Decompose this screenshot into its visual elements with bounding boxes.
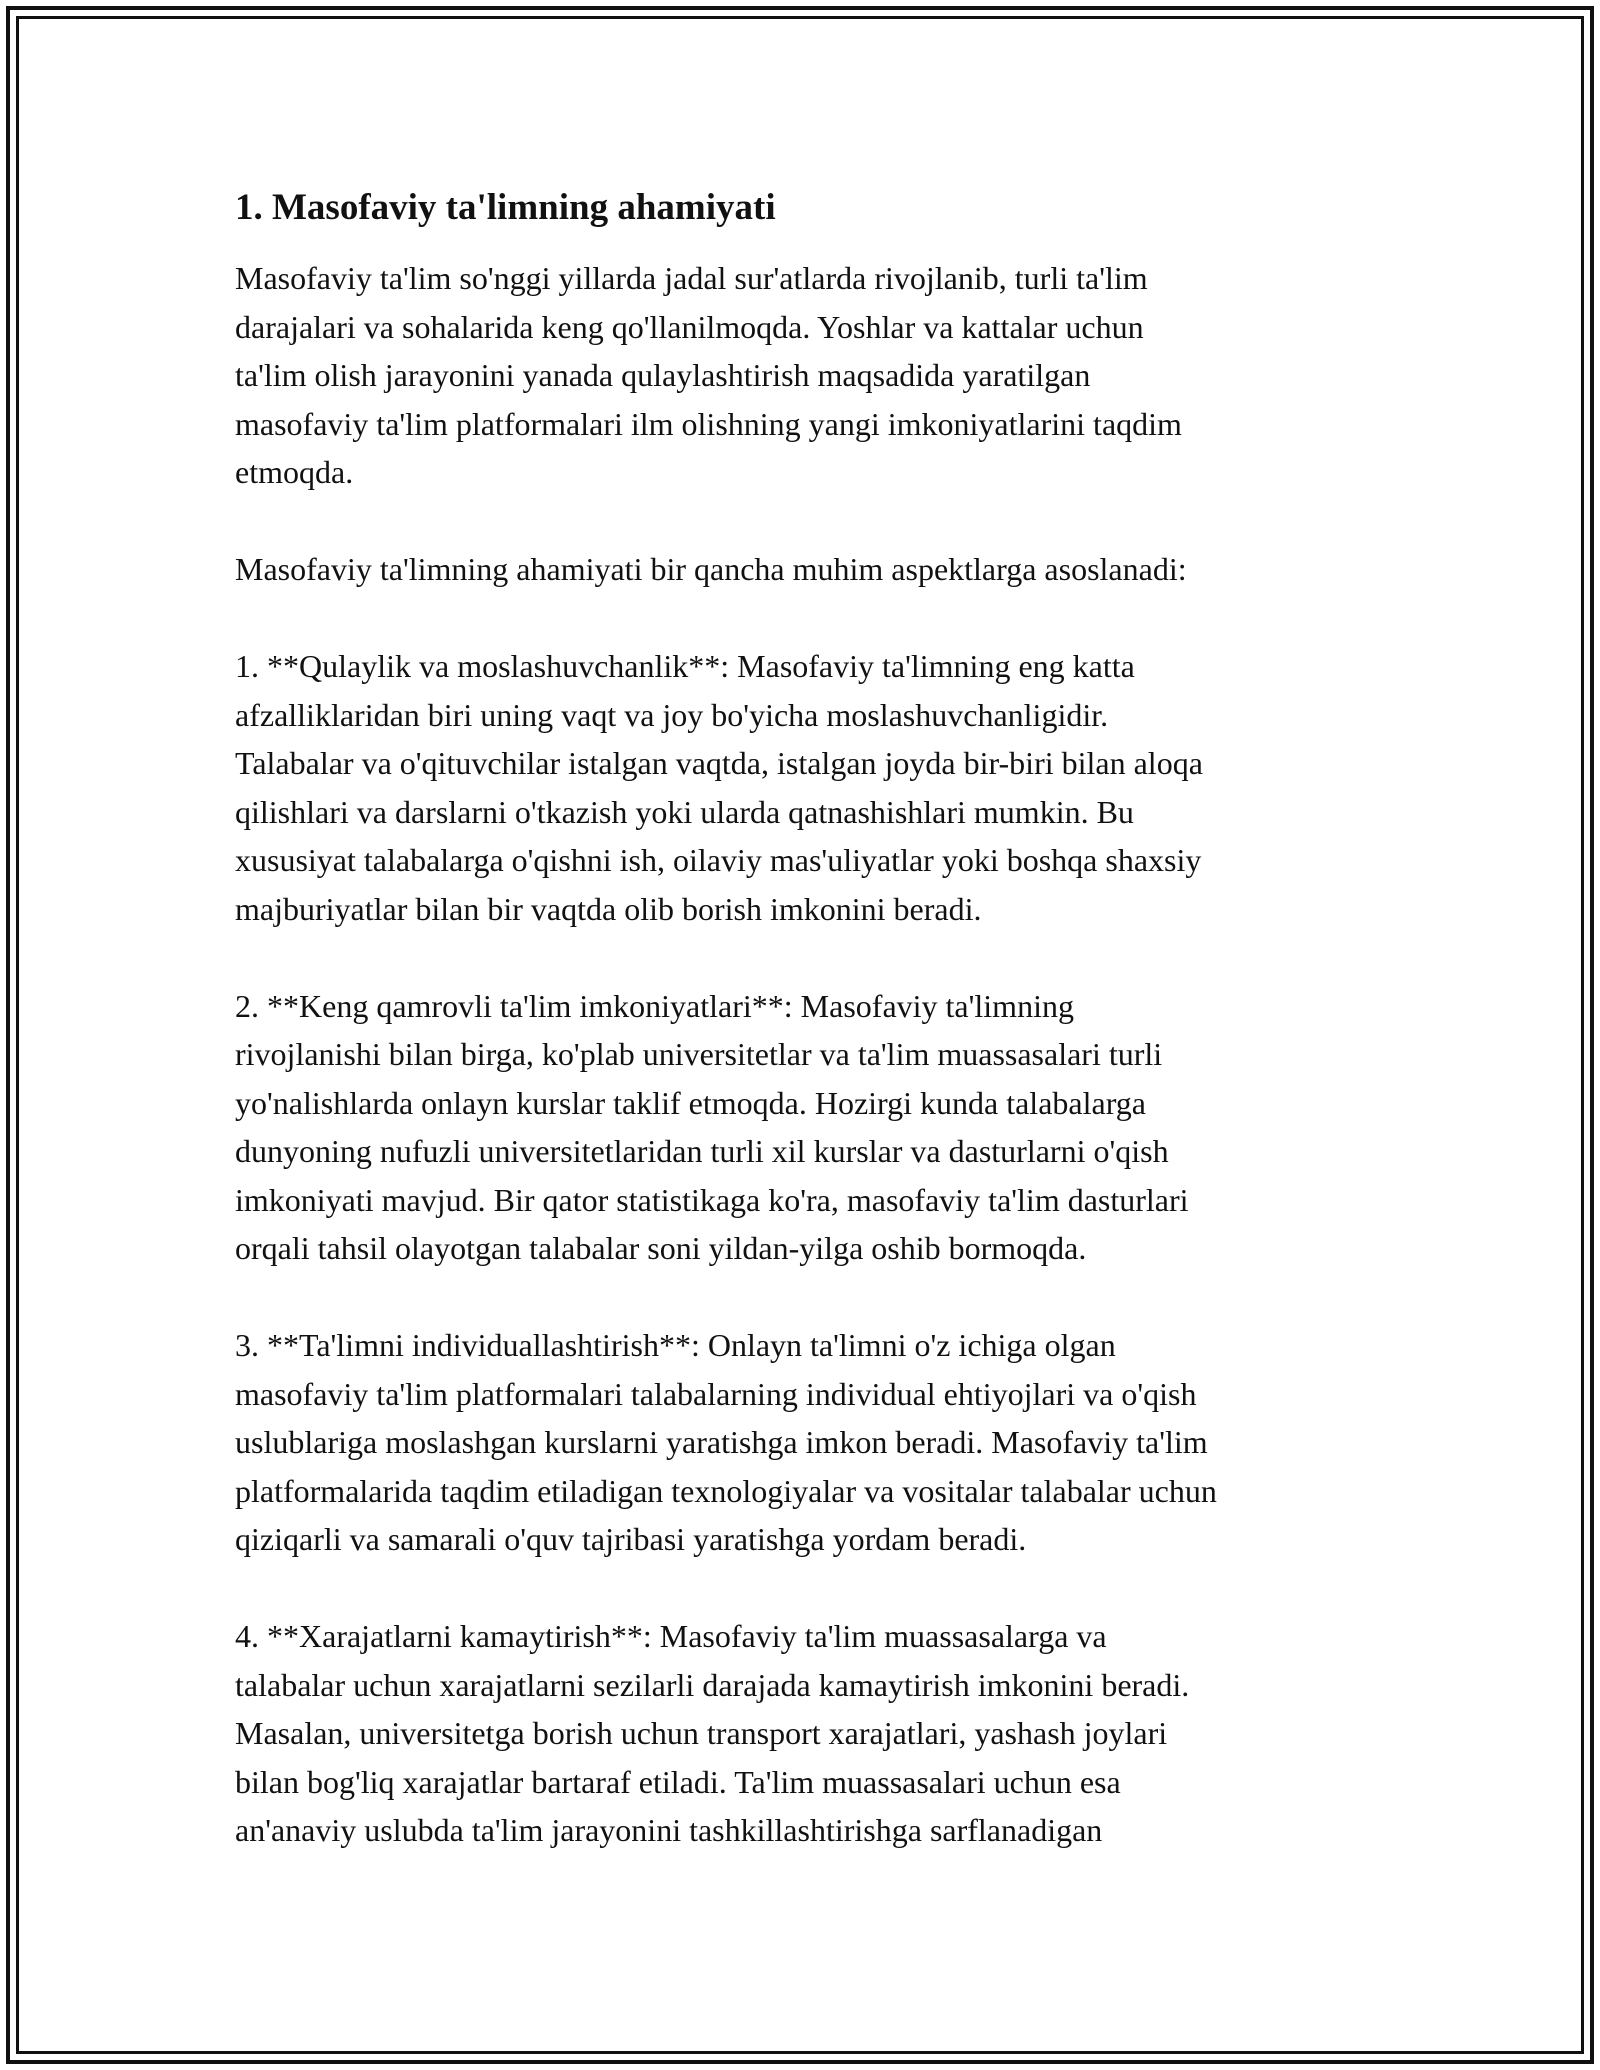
document-body <box>235 186 1375 1903</box>
aspects-lead-paragraph: Masofaviy ta'limning ahamiyati bir qancha muhim aspektlarga asoslanadi: <box>235 551 1187 587</box>
aspect-item-flexibility: 1. **Qulaylik va moslashuvchanlik**: Masofaviy ta'limning eng katta afzalliklaridan biri uning vaqt va joy bo'yicha moslashuvchanligidir. Talabalar va o'qituvchilar istalgan vaqtda, istalgan joyda bir-biri bilan aloqa qilishlari va darslarni o'tkazish yoki ularda qatnashishlari mumkin. Bu xususiyat talabalarga o'qishni ish, oilaviy mas'uliyatlar yoki boshqa shaxsiy majburiyatlar bilan bir vaqtda olib borish imkonini beradi. <box>235 648 1203 927</box>
aspect-item-individualization: 3. **Ta'limni individuallashtirish**: Onlayn ta'limni o'z ichiga olgan masofaviy ta'lim platformalari talabalarning individual ehtiyojlari va o'qish uslublariga moslashgan kurslarni yaratishga imkon beradi. Masofaviy ta'lim platformalarida taqdim etiladigan texnologiyalar va vositalar talabalar uchun qiziqarli va samarali o'quv tajribasi yaratishga yordam beradi. <box>235 1327 1217 1557</box>
aspect-item-wide-opportunities: 2. **Keng qamrovli ta'lim imkoniyatlari**: Masofaviy ta'limning rivojlanishi bilan birga, ko'plab universitetlar va ta'lim muassasalari turli yo'nalishlarda onlayn kurslar taklif etmoqda. Hozirgi kunda talabalarga dunyoning nufuzli universitetlaridan turli xil kurslar va dasturlarni o'qish imkoniyati mavjud. Bir qator statistikaga ko'ra, masofaviy ta'lim dasturlari orqali tahsil olayotgan talabalar soni yildan-yilga oshib bormoqda. <box>235 987 1189 1266</box>
aspect-item-cost-reduction: 4. **Xarajatlarni kamaytirish**: Masofaviy ta'lim muassasalarga va talabalar uchun xarajatlarni sezilarli darajada kamaytirish imkonini beradi. Masalan, universitetga borish uchun transport xarajatlari, yashash joylari bilan bog'liq xarajatlar bartaraf etiladi. Ta'lim muassasalari uchun esa an'anaviy uslubda ta'lim jarayonini tashkillashtirishga sarflanadigan <box>235 1618 1190 1848</box>
section-heading: 1. Masofaviy ta'limning ahamiyati <box>235 187 776 228</box>
intro-paragraph: Masofaviy ta'lim so'nggi yillarda jadal sur'atlarda rivojlanib, turli ta'lim darajalari va sohalarida keng qo'llanilmoqda. Yoshlar va kattalar uchun ta'lim olish jarayonini yanada qulaylashtirish maqsadida yaratilgan masofaviy ta'lim platformalari ilm olishning yangi imkoniyatlarini taqdim etmoqda. <box>235 260 1182 490</box>
